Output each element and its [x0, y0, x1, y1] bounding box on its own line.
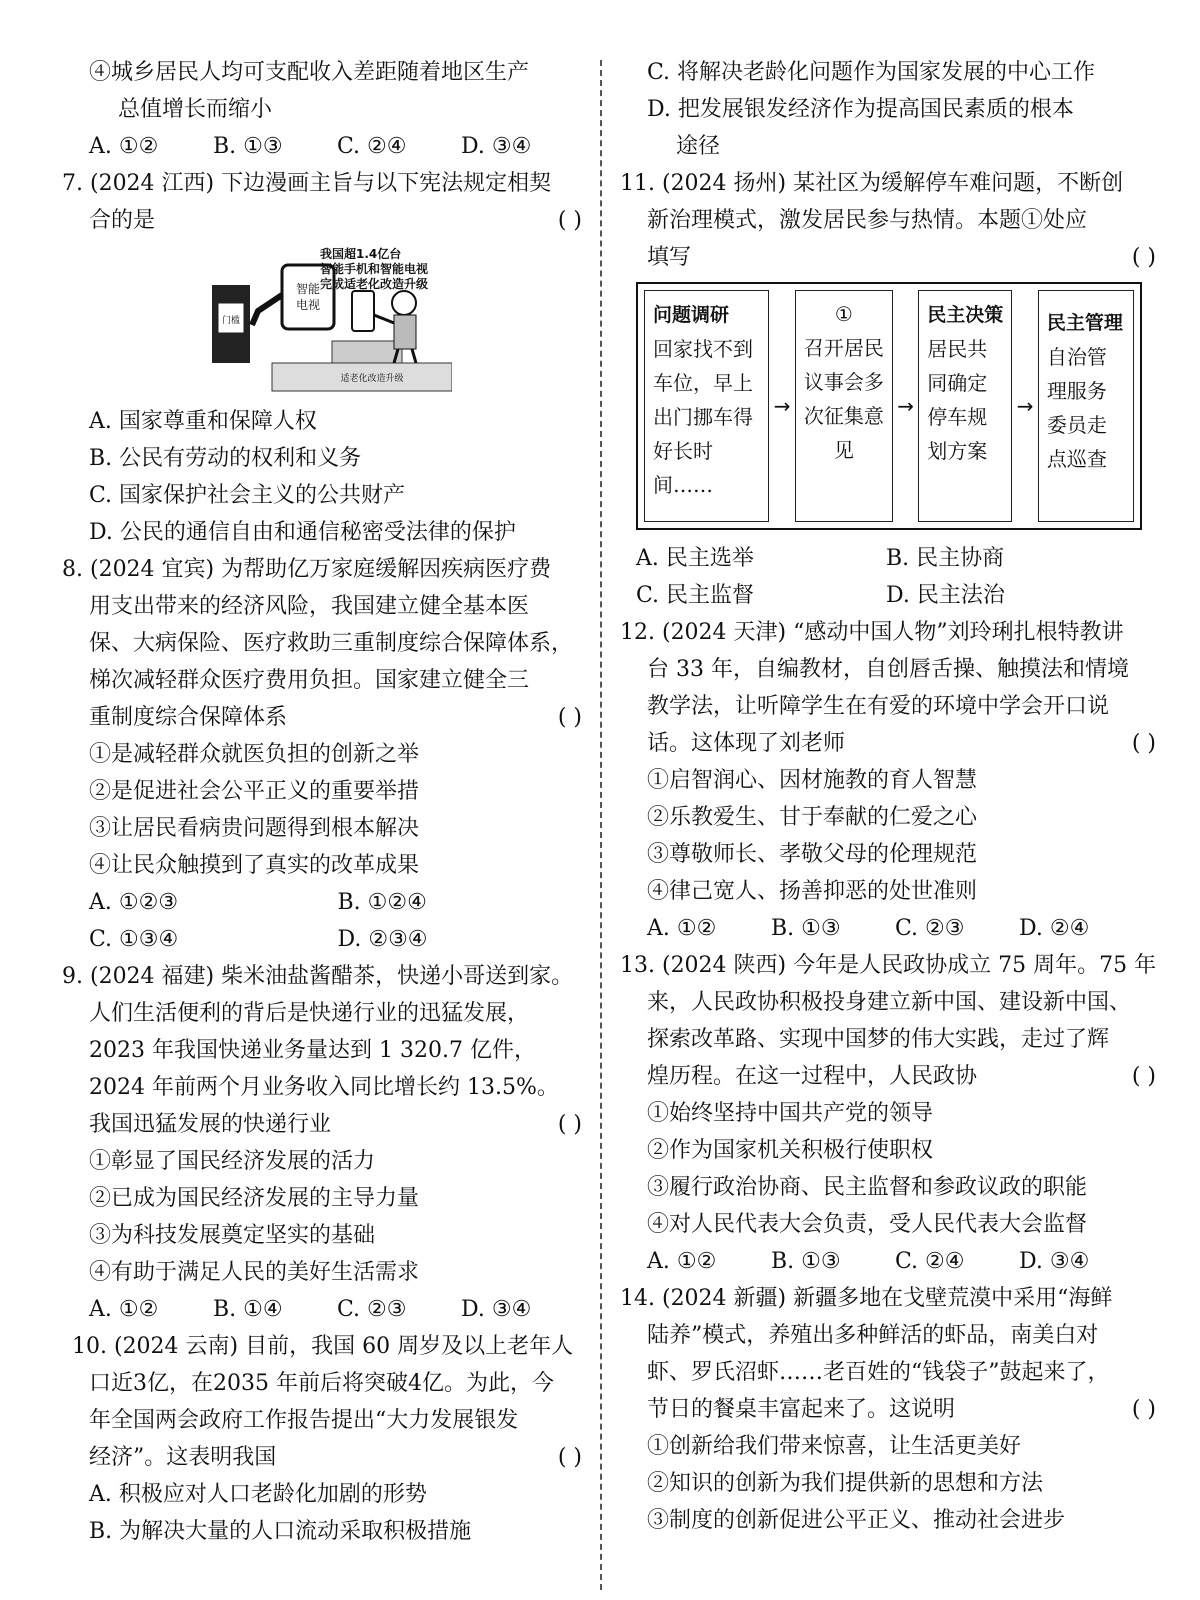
q9-item-3: ③为科技发展奠定坚实的基础	[89, 1223, 376, 1248]
flow-arrow: →	[1016, 393, 1034, 418]
q8-item-3: ③让居民看病贵问题得到根本解决	[89, 816, 420, 841]
q9-options	[62, 1291, 586, 1328]
q11-flowchart	[636, 282, 1142, 530]
q6-item-4: ④城乡居民人均可支配收入差距随着地区生产	[89, 60, 530, 85]
q7-option-c[interactable]: C. 国家保护社会主义的公共财产	[89, 483, 406, 508]
q13-options	[620, 1243, 1160, 1280]
q14-item-3: ③制度的创新促进公平正义、推动社会进步	[647, 1508, 1066, 1533]
q12-item-3: ③尊敬师长、孝敬父母的伦理规范	[647, 842, 978, 867]
q11-options-row1	[620, 540, 1160, 577]
flow-step-title: 民主决策	[927, 304, 1004, 326]
flow-step-research	[644, 290, 769, 522]
q13-option-b[interactable]: B. ①③	[771, 1249, 841, 1274]
q10-option-d-cont: 途径	[676, 134, 721, 159]
q8-option-c[interactable]: C. ①③④	[89, 927, 179, 952]
q12-item-2: ②乐教爱生、甘于奉献的仁爱之心	[647, 805, 978, 830]
q6-option-a[interactable]: A. ①②	[89, 134, 159, 159]
q7-stem-1: 7. (2024 江西) 下边漫画主旨与以下宪法规定相契	[62, 171, 552, 196]
q9-option-d[interactable]: D. ③④	[461, 1297, 532, 1322]
q8-item-2: ②是促进社会公平正义的重要举措	[89, 779, 420, 804]
door-label-text: 门槛	[221, 316, 241, 326]
q7-stem-2: 合的是 ( )	[62, 202, 586, 239]
q11-stem-2: 新治理模式，激发居民参与热情。本题①处应	[647, 208, 1088, 233]
q7-option-a[interactable]: A. 国家尊重和保障人权	[89, 409, 317, 434]
q13-option-c[interactable]: C. ②④	[895, 1249, 965, 1274]
q8-option-d[interactable]: D. ②③④	[337, 927, 428, 952]
q9-option-a[interactable]: A. ①②	[89, 1297, 159, 1322]
flow-arrow: →	[773, 393, 791, 418]
q10-option-b[interactable]: B. 为解决大量的人口流动采取积极措施	[89, 1519, 472, 1544]
q13-item-3: ③履行政治协商、民主监督和参政议政的职能	[647, 1175, 1088, 1200]
q12-stem-2: 台 33 年，自编教材，自创唇舌操、触摸法和情境	[647, 657, 1129, 682]
q6-options	[62, 128, 586, 165]
q14-answer-bracket[interactable]: ( )	[1131, 1397, 1156, 1422]
flow-step-text: 自治管理服务委员走点巡查	[1046, 345, 1107, 471]
flow-step-text: 居民共同确定停车规划方案	[927, 337, 988, 463]
q13-option-d[interactable]: D. ③④	[1019, 1249, 1090, 1274]
q11-options-row2	[620, 577, 1160, 614]
q12-options	[620, 910, 1160, 947]
flow-step-management	[1038, 290, 1134, 522]
q13-stem-4: 煌历程。在这一过程中，人民政协 ( )	[620, 1058, 1160, 1095]
q13-stem-3: 探索改革路、实现中国梦的伟大实践，走过了辉	[647, 1027, 1110, 1052]
q13-item-1: ①始终坚持中国共产党的领导	[647, 1101, 934, 1126]
q13-stem-2: 来，人民政协积极投身建立新中国、建设新中国、	[647, 990, 1132, 1015]
q9-stem-2: 人们生活便利的背后是快递行业的迅猛发展，	[89, 1001, 530, 1026]
q12-stem-4: 话。这体现了刘老师 ( )	[620, 725, 1160, 762]
q10-stem-1: 10. (2024 云南) 目前，我国 60 周岁及以上老年人	[72, 1334, 574, 1359]
q14-stem-3: 虾、罗氏沼虾……老百姓的“钱袋子”鼓起来了，	[647, 1360, 1110, 1385]
q11-option-c[interactable]: C. 民主监督	[636, 583, 755, 608]
q6-option-d[interactable]: D. ③④	[461, 134, 532, 159]
q10-option-a[interactable]: A. 积极应对人口老龄化加剧的形势	[89, 1482, 427, 1507]
q6-option-b[interactable]: B. ①③	[213, 134, 283, 159]
flow-step-title: 民主管理	[1046, 312, 1123, 334]
q8-stem-3: 保、大病保险、医疗救助三重制度综合保障体系，	[89, 631, 574, 656]
q9-stem-5: 我国迅猛发展的快递行业 ( )	[62, 1106, 586, 1143]
column-divider	[600, 60, 602, 1590]
q12-stem-3: 教学法，让听障学生在有爱的环境中学会开口说	[647, 694, 1110, 719]
q12-option-a[interactable]: A. ①②	[647, 916, 717, 941]
flow-step-text: 回家找不到车位，早上出门挪车得好长时间……	[653, 337, 753, 497]
svg-text:电视: 电视	[295, 298, 321, 312]
q8-answer-bracket[interactable]: ( )	[557, 705, 582, 730]
q8-option-b[interactable]: B. ①②④	[337, 890, 427, 915]
q9-stem-1: 9. (2024 福建) 柴米油盐酱醋茶，快递小哥送到家。	[62, 964, 574, 989]
q7-answer-bracket[interactable]: ( )	[557, 208, 582, 233]
tv-label-text: 智能	[295, 282, 321, 296]
q13-option-a[interactable]: A. ①②	[647, 1249, 717, 1274]
q9-option-b[interactable]: B. ①④	[213, 1297, 283, 1322]
q7-option-d[interactable]: D. 公民的通信自由和通信秘密受法律的保护	[89, 520, 516, 545]
q12-option-b[interactable]: B. ①③	[771, 916, 841, 941]
q13-item-4: ④对人民代表大会负责，受人民代表大会监督	[647, 1212, 1088, 1237]
step-label-text: 适老化改造升级	[340, 374, 404, 384]
q6-item-4-cont: 总值增长而缩小	[118, 97, 273, 122]
q11-stem-1: 11. (2024 扬州) 某社区为缓解停车难问题，不断创	[620, 171, 1124, 196]
right-column	[620, 54, 1160, 1539]
q12-stem-1: 12. (2024 天津) “感动中国人物”刘玲琍扎根特教讲	[620, 620, 1124, 645]
q9-answer-bracket[interactable]: ( )	[557, 1112, 582, 1137]
q8-stem-5: 重制度综合保障体系 ( )	[62, 699, 586, 736]
q8-options-row2	[62, 921, 586, 958]
q11-option-d[interactable]: D. 民主法治	[886, 583, 1005, 608]
flow-step-blank	[795, 290, 893, 522]
q11-option-b[interactable]: B. 民主协商	[886, 546, 1005, 571]
q9-item-2: ②已成为国民经济发展的主导力量	[89, 1186, 420, 1211]
q13-answer-bracket[interactable]: ( )	[1131, 1064, 1156, 1089]
flow-step-text: 召开居民议事会多次征集意见	[803, 336, 884, 462]
left-column	[62, 54, 586, 1550]
q10-option-c[interactable]: C. 将解决老龄化问题作为国家发展的中心工作	[647, 60, 1096, 85]
q9-option-c[interactable]: C. ②③	[337, 1297, 407, 1322]
q8-stem-2: 用支出带来的经济风险，我国建立健全基本医	[89, 594, 530, 619]
q10-stem-2: 口近3亿，在2035 年前后将突破4亿。为此，今	[89, 1371, 554, 1396]
q14-item-1: ①创新给我们带来惊喜，让生活更美好	[647, 1434, 1022, 1459]
q7-option-b[interactable]: B. 公民有劳动的权利和义务	[89, 446, 362, 471]
q10-stem-3: 年全国两会政府工作报告提出“大力发展银发	[89, 1408, 519, 1433]
flow-step-title: ①	[834, 302, 853, 326]
q8-options-row1	[62, 884, 586, 921]
q12-item-1: ①启智润心、因材施教的育人智慧	[647, 768, 978, 793]
q8-item-1: ①是减轻群众就医负担的创新之举	[89, 742, 420, 767]
q12-option-c[interactable]: C. ②③	[895, 916, 965, 941]
q12-item-4: ④律己宽人、扬善抑恶的处世准则	[647, 879, 978, 904]
q14-item-2: ②知识的创新为我们提供新的思想和方法	[647, 1471, 1044, 1496]
q9-item-4: ④有助于满足人民的美好生活需求	[89, 1260, 420, 1285]
q14-stem-2: 陆养”模式，养殖出多种鲜活的虾品，南美白对	[647, 1323, 1099, 1348]
q9-item-1: ①彰显了国民经济发展的活力	[89, 1149, 376, 1174]
flow-arrow: →	[897, 393, 914, 418]
q10-answer-bracket[interactable]: ( )	[557, 1445, 582, 1470]
q13-stem-1: 13. (2024 陕西) 今年是人民政协成立 75 周年。75 年	[620, 953, 1157, 978]
q14-stem-4: 节日的餐桌丰富起来了。这说明 ( )	[620, 1391, 1160, 1428]
q11-stem-3: 填写 ( )	[620, 239, 1160, 276]
flow-step-decision	[918, 290, 1012, 522]
q10-option-d[interactable]: D. 把发展银发经济作为提高国民素质的根本	[647, 97, 1074, 122]
q11-answer-bracket[interactable]: ( )	[1131, 245, 1156, 270]
q9-stem-3: 2023 年我国快递业务量达到 1 320.7 亿件，	[89, 1038, 536, 1063]
q12-answer-bracket[interactable]: ( )	[1131, 731, 1156, 756]
q10-stem-4: 经济”。这表明我国 ( )	[62, 1439, 586, 1476]
flow-step-title: 问题调研	[653, 304, 730, 326]
q13-item-2: ②作为国家机关积极行使职权	[647, 1138, 934, 1163]
q9-stem-4: 2024 年前两个月业务收入同比增长约 13.5%。	[89, 1075, 559, 1100]
q11-option-a[interactable]: A. 民主选举	[636, 546, 754, 571]
q8-option-a[interactable]: A. ①②③	[89, 890, 179, 915]
q8-stem-4: 梯次减轻群众医疗费用负担。国家建立健全三	[89, 668, 530, 693]
q8-item-4: ④让民众触摸到了真实的改革成果	[89, 853, 420, 878]
q7-cartoon	[212, 245, 452, 395]
q8-stem-1: 8. (2024 宜宾) 为帮助亿万家庭缓解因疾病医疗费	[62, 557, 552, 582]
q14-stem-1: 14. (2024 新疆) 新疆多地在戈壁荒漠中采用“海鲜	[620, 1286, 1113, 1311]
q12-option-d[interactable]: D. ②④	[1019, 916, 1090, 941]
q6-option-c[interactable]: C. ②④	[337, 134, 407, 159]
cartoon-caption: 我国超1.4亿台 智能手机和智能电视 完成适老化改造升级	[320, 247, 429, 291]
